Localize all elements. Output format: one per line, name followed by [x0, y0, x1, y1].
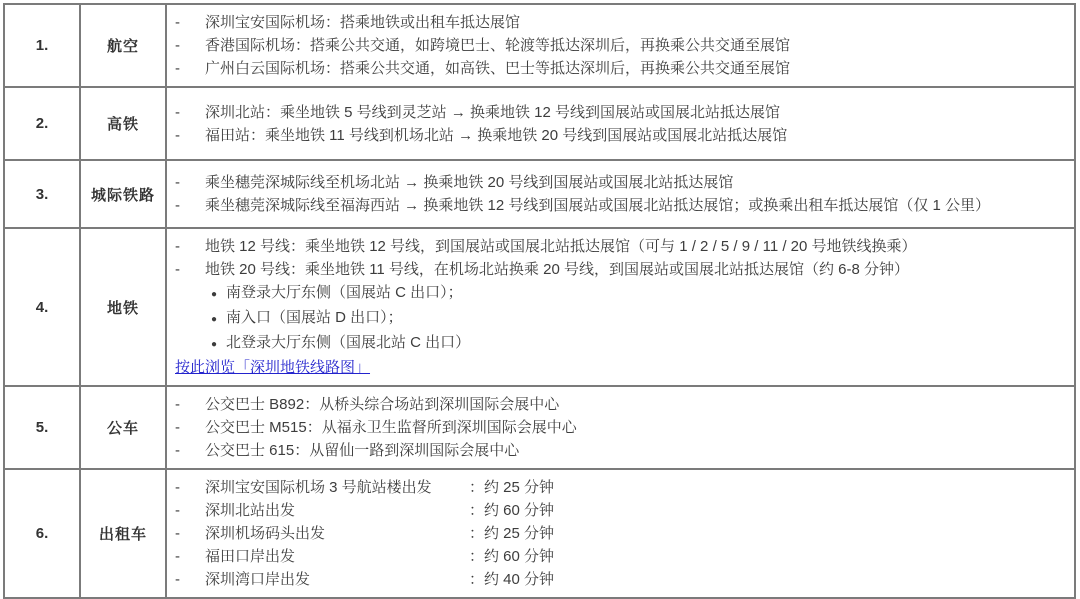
taxi-origin: 福田口岸出发 [205, 548, 296, 565]
link-line [175, 356, 1064, 379]
bullet-line [175, 194, 1064, 217]
sub-bullet-line [175, 306, 1064, 331]
bullet-text: 公交巴士 M515：从福永卫生监督所到深圳国际会展中心 [205, 419, 577, 436]
category-label: 出租车 [80, 469, 166, 598]
sub-bullet-text: 南入口（国展站 D 出口）； [226, 309, 403, 326]
dash-marker: - [175, 238, 180, 255]
bullet-line [175, 101, 1064, 124]
bullet-line [175, 124, 1064, 147]
bullet-line [175, 393, 1064, 416]
sub-bullet-text: 北登录大厅东侧（国展北站 C 出口） [226, 334, 471, 351]
dash-marker: - [175, 442, 180, 459]
bullet-line [175, 171, 1064, 194]
taxi-line [175, 499, 1064, 522]
row-number: 1. [4, 4, 80, 87]
content-cell [166, 160, 1075, 228]
circle-bullet-marker: ● [211, 314, 218, 325]
row-number: 2. [4, 87, 80, 160]
bullet-text: 香港国际机场：搭乘公共交通，如跨境巴士、轮渡等抵达深圳后，再换乘公共交通至展馆 [205, 37, 791, 54]
sub-bullet-line [175, 331, 1064, 356]
taxi-origin: 深圳湾口岸出发 [205, 571, 311, 588]
table-row-hsr [4, 87, 1075, 160]
content-cell [166, 4, 1075, 87]
bullet-line [175, 11, 1064, 34]
table-row-aviation [4, 4, 1075, 87]
bullet-text: 福田站：乘坐地铁 11 号线到机场北站 → 换乘地铁 20 号线到国展站或国展北站抵达展馆 [205, 126, 788, 144]
bullet-text: 乘坐穗莞深城际线至福海西站 → 换乘地铁 12 号线到国展站或国展北站抵达展馆；或换乘出租车抵达展馆（仅 1 公里） [205, 197, 991, 214]
row-number: 3. [4, 160, 80, 228]
dash-marker: - [175, 60, 180, 77]
taxi-origin: 深圳北站出发 [205, 502, 296, 519]
dash-marker: - [175, 396, 180, 413]
bullet-line [175, 439, 1064, 462]
category-label: 高铁 [80, 87, 166, 160]
row-number: 6. [4, 469, 80, 598]
sub-bullet-line [175, 281, 1064, 306]
taxi-line [175, 476, 1064, 499]
bullet-text: 乘坐穗莞深城际线至机场北站 → 换乘地铁 20 号线到国展站或国展北站抵达展馆 [205, 174, 734, 191]
taxi-duration: ：约 60 分钟 [469, 548, 555, 565]
taxi-origin: 深圳机场码头出发 [205, 525, 326, 542]
content-cell [166, 87, 1075, 160]
dash-marker: - [175, 103, 180, 121]
category-label: 公车 [80, 386, 166, 469]
row-number: 4. [4, 228, 80, 386]
dash-marker: - [175, 14, 180, 31]
bullet-text: 公交巴士 B892：从桥头综合场站到深圳国际会展中心 [205, 396, 560, 413]
dash-marker: - [175, 174, 180, 191]
bullet-text: 地铁 12 号线：乘坐地铁 12 号线，到国展站或国展北站抵达展馆（可与 1 / 2 / 5 / 9 / 11 / 20 号地铁线换乘） [205, 238, 917, 255]
taxi-line [175, 545, 1064, 568]
bullet-line [175, 416, 1064, 439]
taxi-line [175, 522, 1064, 545]
category-label: 城际铁路 [80, 160, 166, 228]
sub-bullet-text: 南登录大厅东侧（国展站 C 出口）； [226, 284, 463, 301]
circle-bullet-marker: ● [211, 289, 218, 300]
table-row-taxi [4, 469, 1075, 598]
bullet-line [175, 34, 1064, 57]
dash-marker: - [175, 479, 180, 496]
content-cell [166, 386, 1075, 469]
bullet-line [175, 57, 1064, 80]
dash-marker: - [175, 126, 180, 144]
table-row-metro [4, 228, 1075, 386]
category-label: 航空 [80, 4, 166, 87]
taxi-duration: ：约 40 分钟 [469, 571, 555, 588]
bullet-text: 广州白云国际机场：搭乘公共交通，如高铁、巴士等抵达深圳后，再换乘公共交通至展馆 [205, 60, 791, 77]
bullet-line [175, 258, 1064, 281]
taxi-duration: ：约 25 分钟 [469, 479, 555, 496]
dash-marker: - [175, 419, 180, 436]
dash-marker: - [175, 525, 180, 542]
category-label: 地铁 [80, 228, 166, 386]
dash-marker: - [175, 548, 180, 565]
row-number: 5. [4, 386, 80, 469]
bullet-line [175, 235, 1064, 258]
taxi-duration: ：约 60 分钟 [469, 502, 555, 519]
taxi-line [175, 568, 1064, 591]
transport-table [3, 3, 1076, 599]
content-cell [166, 469, 1075, 598]
taxi-duration: ：约 25 分钟 [469, 525, 555, 542]
bullet-text: 深圳北站：乘坐地铁 5 号线到灵芝站 → 换乘地铁 12 号线到国展站或国展北站抵达展馆 [205, 103, 781, 121]
bullet-text: 公交巴士 615：从留仙一路到深圳国际会展中心 [205, 442, 520, 459]
circle-bullet-marker: ● [211, 339, 218, 350]
content-cell [166, 228, 1075, 386]
table-row-intercity [4, 160, 1075, 228]
dash-marker: - [175, 261, 180, 278]
dash-marker: - [175, 197, 180, 214]
dash-marker: - [175, 502, 180, 519]
dash-marker: - [175, 37, 180, 54]
table-row-bus [4, 386, 1075, 469]
shenzhen-metro-map-link[interactable]: 按此浏览「深圳地铁线路图」 [175, 359, 371, 376]
dash-marker: - [175, 571, 180, 588]
bullet-text: 地铁 20 号线：乘坐地铁 11 号线，在机场北站换乘 20 号线，到国展站或国展北站抵达展馆（约 6-8 分钟） [205, 261, 909, 278]
taxi-origin: 深圳宝安国际机场 3 号航站楼出发 [205, 479, 432, 496]
bullet-text: 深圳宝安国际机场：搭乘地铁或出租车抵达展馆 [205, 14, 521, 31]
